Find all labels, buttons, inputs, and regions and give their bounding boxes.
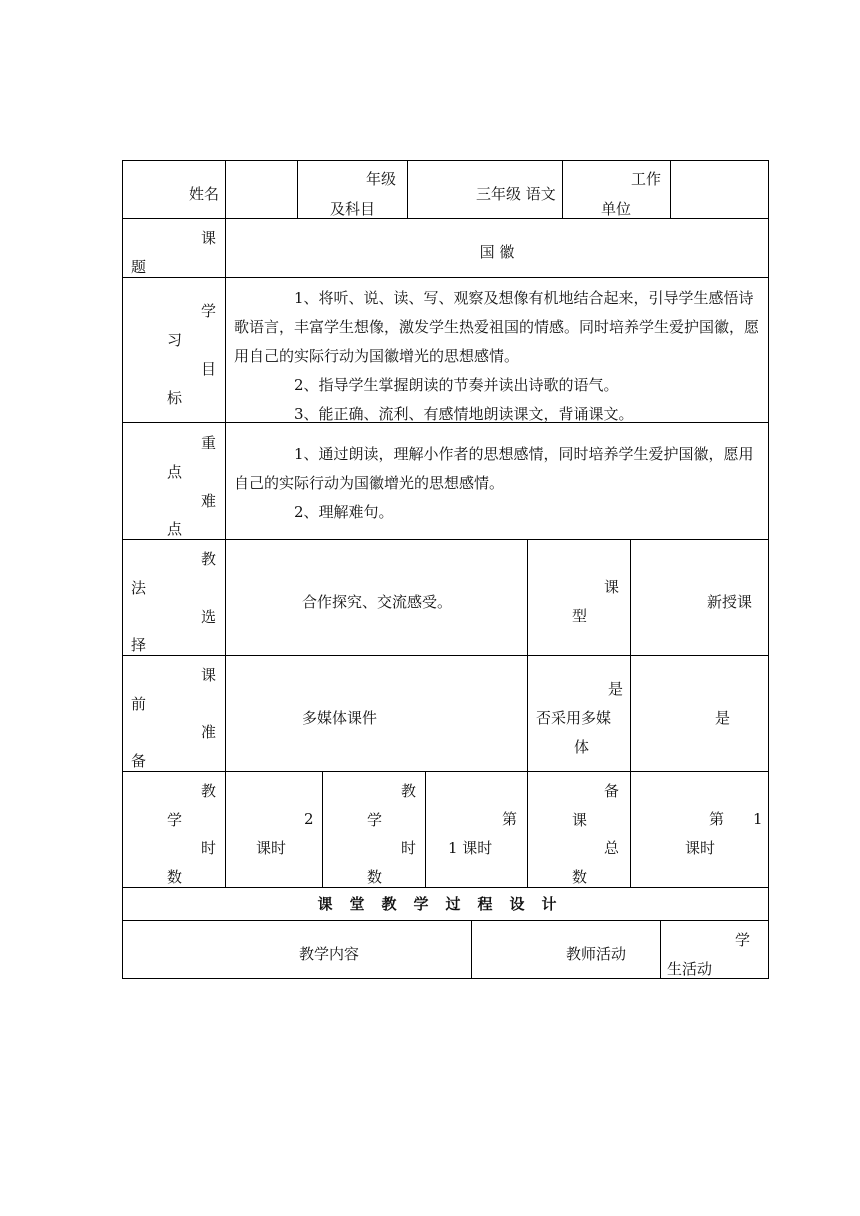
method-value-cell (226, 540, 528, 655)
method-row (122, 539, 769, 656)
topic-label-line1: 课 (201, 229, 217, 247)
key-points-content-cell (226, 423, 768, 539)
teacher-col-cell (472, 921, 661, 978)
grade-label-cell (298, 161, 408, 218)
objectives-label-3: 目 (201, 360, 217, 378)
topic-label-line2: 题 (131, 258, 147, 276)
hours-row (122, 771, 769, 888)
prep-total-value-3: 课时 (685, 839, 716, 857)
key-points-label-1: 重 (201, 434, 217, 452)
multimedia-value-cell (631, 656, 768, 771)
objective-item: 2、指导学生掌握朗读的节奏并读出诗歌的语气。 (294, 376, 619, 394)
lesson-type-label-2: 型 (572, 607, 588, 625)
key-points-list (234, 440, 760, 527)
work-value-cell (671, 161, 768, 218)
current-hours-value-1: 第 (502, 810, 518, 828)
key-point-item: 1、通过朗读，理解小作者的思想感情，同时培养学生爱护国徽，愿用自己的实际行动为国徽增光的思想感情。 (234, 445, 754, 492)
current-hours-label-1: 教 (401, 782, 417, 800)
total-hours-value-2: 课时 (256, 839, 287, 857)
objectives-label-cell (123, 278, 226, 422)
current-hours-label-cell (323, 772, 426, 887)
process-heading-row (122, 887, 769, 921)
total-hours-label-cell (123, 772, 226, 887)
multimedia-label-2: 否采用多媒 (536, 709, 612, 727)
process-heading: 课堂教学过程设计 (317, 895, 574, 913)
key-point-item: 2、理解难句。 (294, 503, 394, 521)
process-columns-row (122, 920, 769, 979)
multimedia-value: 是 (715, 709, 731, 727)
method-label-1: 教 (201, 550, 217, 568)
current-hours-value-cell (426, 772, 528, 887)
method-value: 合作探究、交流感受。 (302, 593, 453, 611)
work-label-cell (563, 161, 671, 218)
prep-total-value-2: 1 (753, 810, 763, 828)
prep-total-label-cell (528, 772, 631, 887)
objective-item: 3、能正确、流利、有感情地朗读课文，背诵课文。 (294, 405, 634, 423)
key-points-row (122, 422, 769, 540)
method-label-3: 选 (201, 608, 217, 626)
name-value-cell (226, 161, 298, 218)
content-col-cell (123, 921, 472, 978)
objectives-label-4: 标 (167, 389, 183, 407)
multimedia-label-1: 是 (608, 680, 624, 698)
objective-item: 1、将听、说、读、写、观察及想像有机地结合起来，引导学生感悟诗歌语言，丰富学生想像，激发学生热爱祖国的情感。同时培养学生爱护国徽，愿用自己的实际行动为国徽增光的思想感情。 (234, 289, 760, 365)
prep-label-3: 准 (201, 723, 217, 741)
lesson-title: 国 徽 (479, 243, 515, 261)
work-label-line2: 单位 (601, 200, 632, 218)
objectives-list (234, 284, 760, 429)
total-hours-value-cell (226, 772, 323, 887)
current-hours-value-2: 1 课时 (448, 839, 493, 857)
prep-label-1: 课 (201, 666, 217, 684)
topic-label-cell (123, 219, 226, 277)
grade-label-line2: 及科目 (330, 200, 376, 218)
prep-total-label-4: 数 (572, 868, 588, 886)
method-label-2: 法 (131, 579, 147, 597)
total-hours-label-3: 时 (201, 839, 217, 857)
prep-total-label-2: 课 (572, 811, 588, 829)
prep-total-value-cell (631, 772, 768, 887)
key-points-label-cell (123, 423, 226, 539)
student-col-header-1: 学 (735, 931, 751, 949)
student-col-cell (661, 921, 768, 978)
objectives-label-2: 习 (167, 331, 183, 349)
name-label-cell (123, 161, 226, 218)
grade-label-line1: 年级 (366, 170, 397, 188)
prep-row (122, 655, 769, 772)
total-hours-value-1: 2 (304, 810, 314, 828)
name-label: 姓名 (189, 185, 220, 203)
lesson-type-value-cell (631, 540, 768, 655)
key-points-label-2: 点 (167, 463, 183, 481)
grade-value-cell (408, 161, 563, 218)
prep-total-value-1: 第 (709, 810, 725, 828)
topic-row (122, 218, 769, 278)
grade-value: 三年级 语文 (476, 185, 556, 203)
multimedia-label-cell (528, 656, 631, 771)
content-col-header: 教学内容 (299, 945, 360, 963)
total-hours-label-4: 数 (167, 868, 183, 886)
objectives-content-cell (226, 278, 768, 422)
multimedia-label-3: 体 (574, 738, 590, 756)
prep-label-2: 前 (131, 695, 147, 713)
key-points-label-3: 难 (201, 492, 217, 510)
prep-value-cell (226, 656, 528, 771)
total-hours-label-2: 学 (167, 811, 183, 829)
lesson-type-label-1: 课 (604, 578, 620, 596)
total-hours-label-1: 教 (201, 782, 217, 800)
method-label-cell (123, 540, 226, 655)
current-hours-label-4: 数 (367, 868, 383, 886)
info-row (122, 160, 769, 219)
prep-label-4: 备 (131, 752, 147, 770)
lesson-type-label-cell (528, 540, 631, 655)
prep-total-label-3: 总 (604, 839, 620, 857)
method-label-4: 择 (131, 636, 147, 654)
objectives-row (122, 277, 769, 423)
current-hours-label-2: 学 (367, 811, 383, 829)
objectives-label-1: 学 (201, 302, 217, 320)
topic-value-cell (226, 219, 768, 277)
teacher-col-header: 教师活动 (566, 945, 627, 963)
key-points-label-4: 点 (167, 520, 183, 538)
current-hours-label-3: 时 (401, 839, 417, 857)
lesson-type-value: 新授课 (707, 593, 753, 611)
student-col-header-2: 生活动 (667, 960, 713, 978)
prep-total-label-1: 备 (604, 782, 620, 800)
work-label-line1: 工作 (631, 170, 662, 188)
prep-value: 多媒体课件 (302, 709, 378, 727)
prep-label-cell (123, 656, 226, 771)
